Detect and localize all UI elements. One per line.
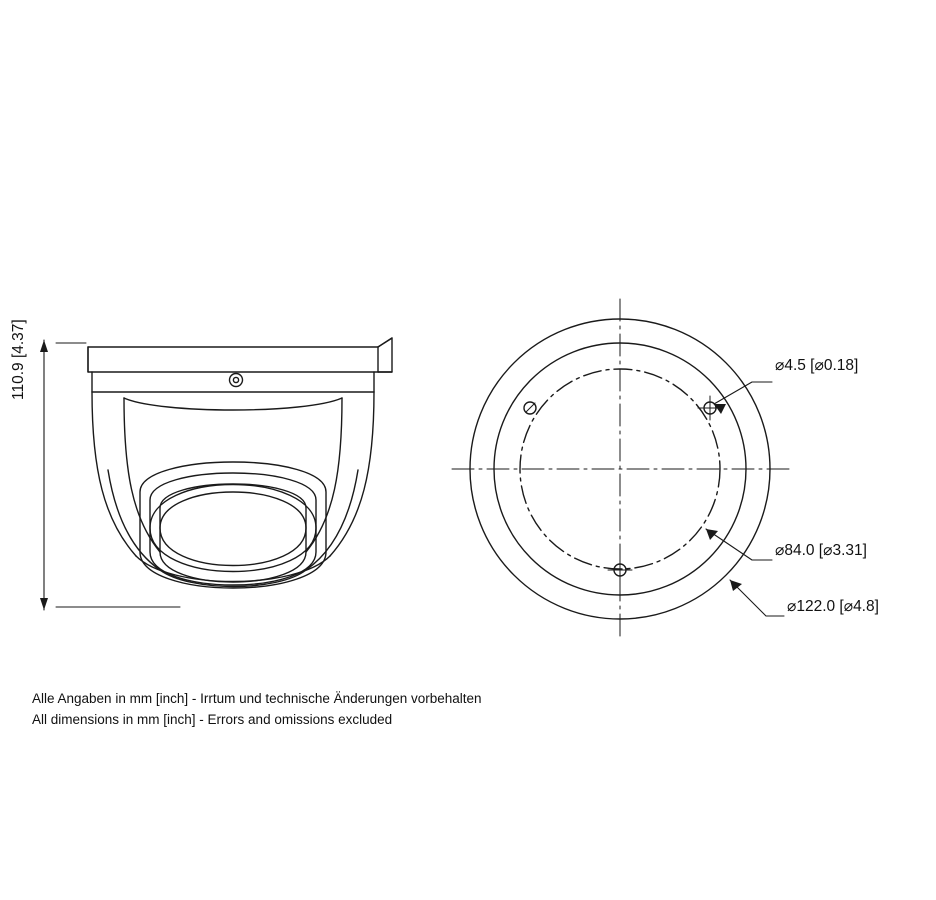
callout-leaders xyxy=(706,382,784,616)
side-view-camera-outline xyxy=(88,338,392,588)
screw-hole-dimension-label: ⌀4.5 [⌀0.18] xyxy=(775,357,859,374)
drawing-notes xyxy=(32,688,652,730)
height-dimension-label: 110.9 [4.37] xyxy=(10,319,27,400)
bolt-circle-dimension-label: ⌀84.0 [⌀3.31] xyxy=(775,542,867,559)
note-english: All dimensions in mm [inch] - Errors and omissions excluded xyxy=(32,712,393,727)
note-german: Alle Angaben in mm [inch] - Irrtum und technische Änderungen vorbehalten xyxy=(32,691,482,706)
outer-diameter-dimension-label: ⌀122.0 [⌀4.8] xyxy=(787,598,879,615)
